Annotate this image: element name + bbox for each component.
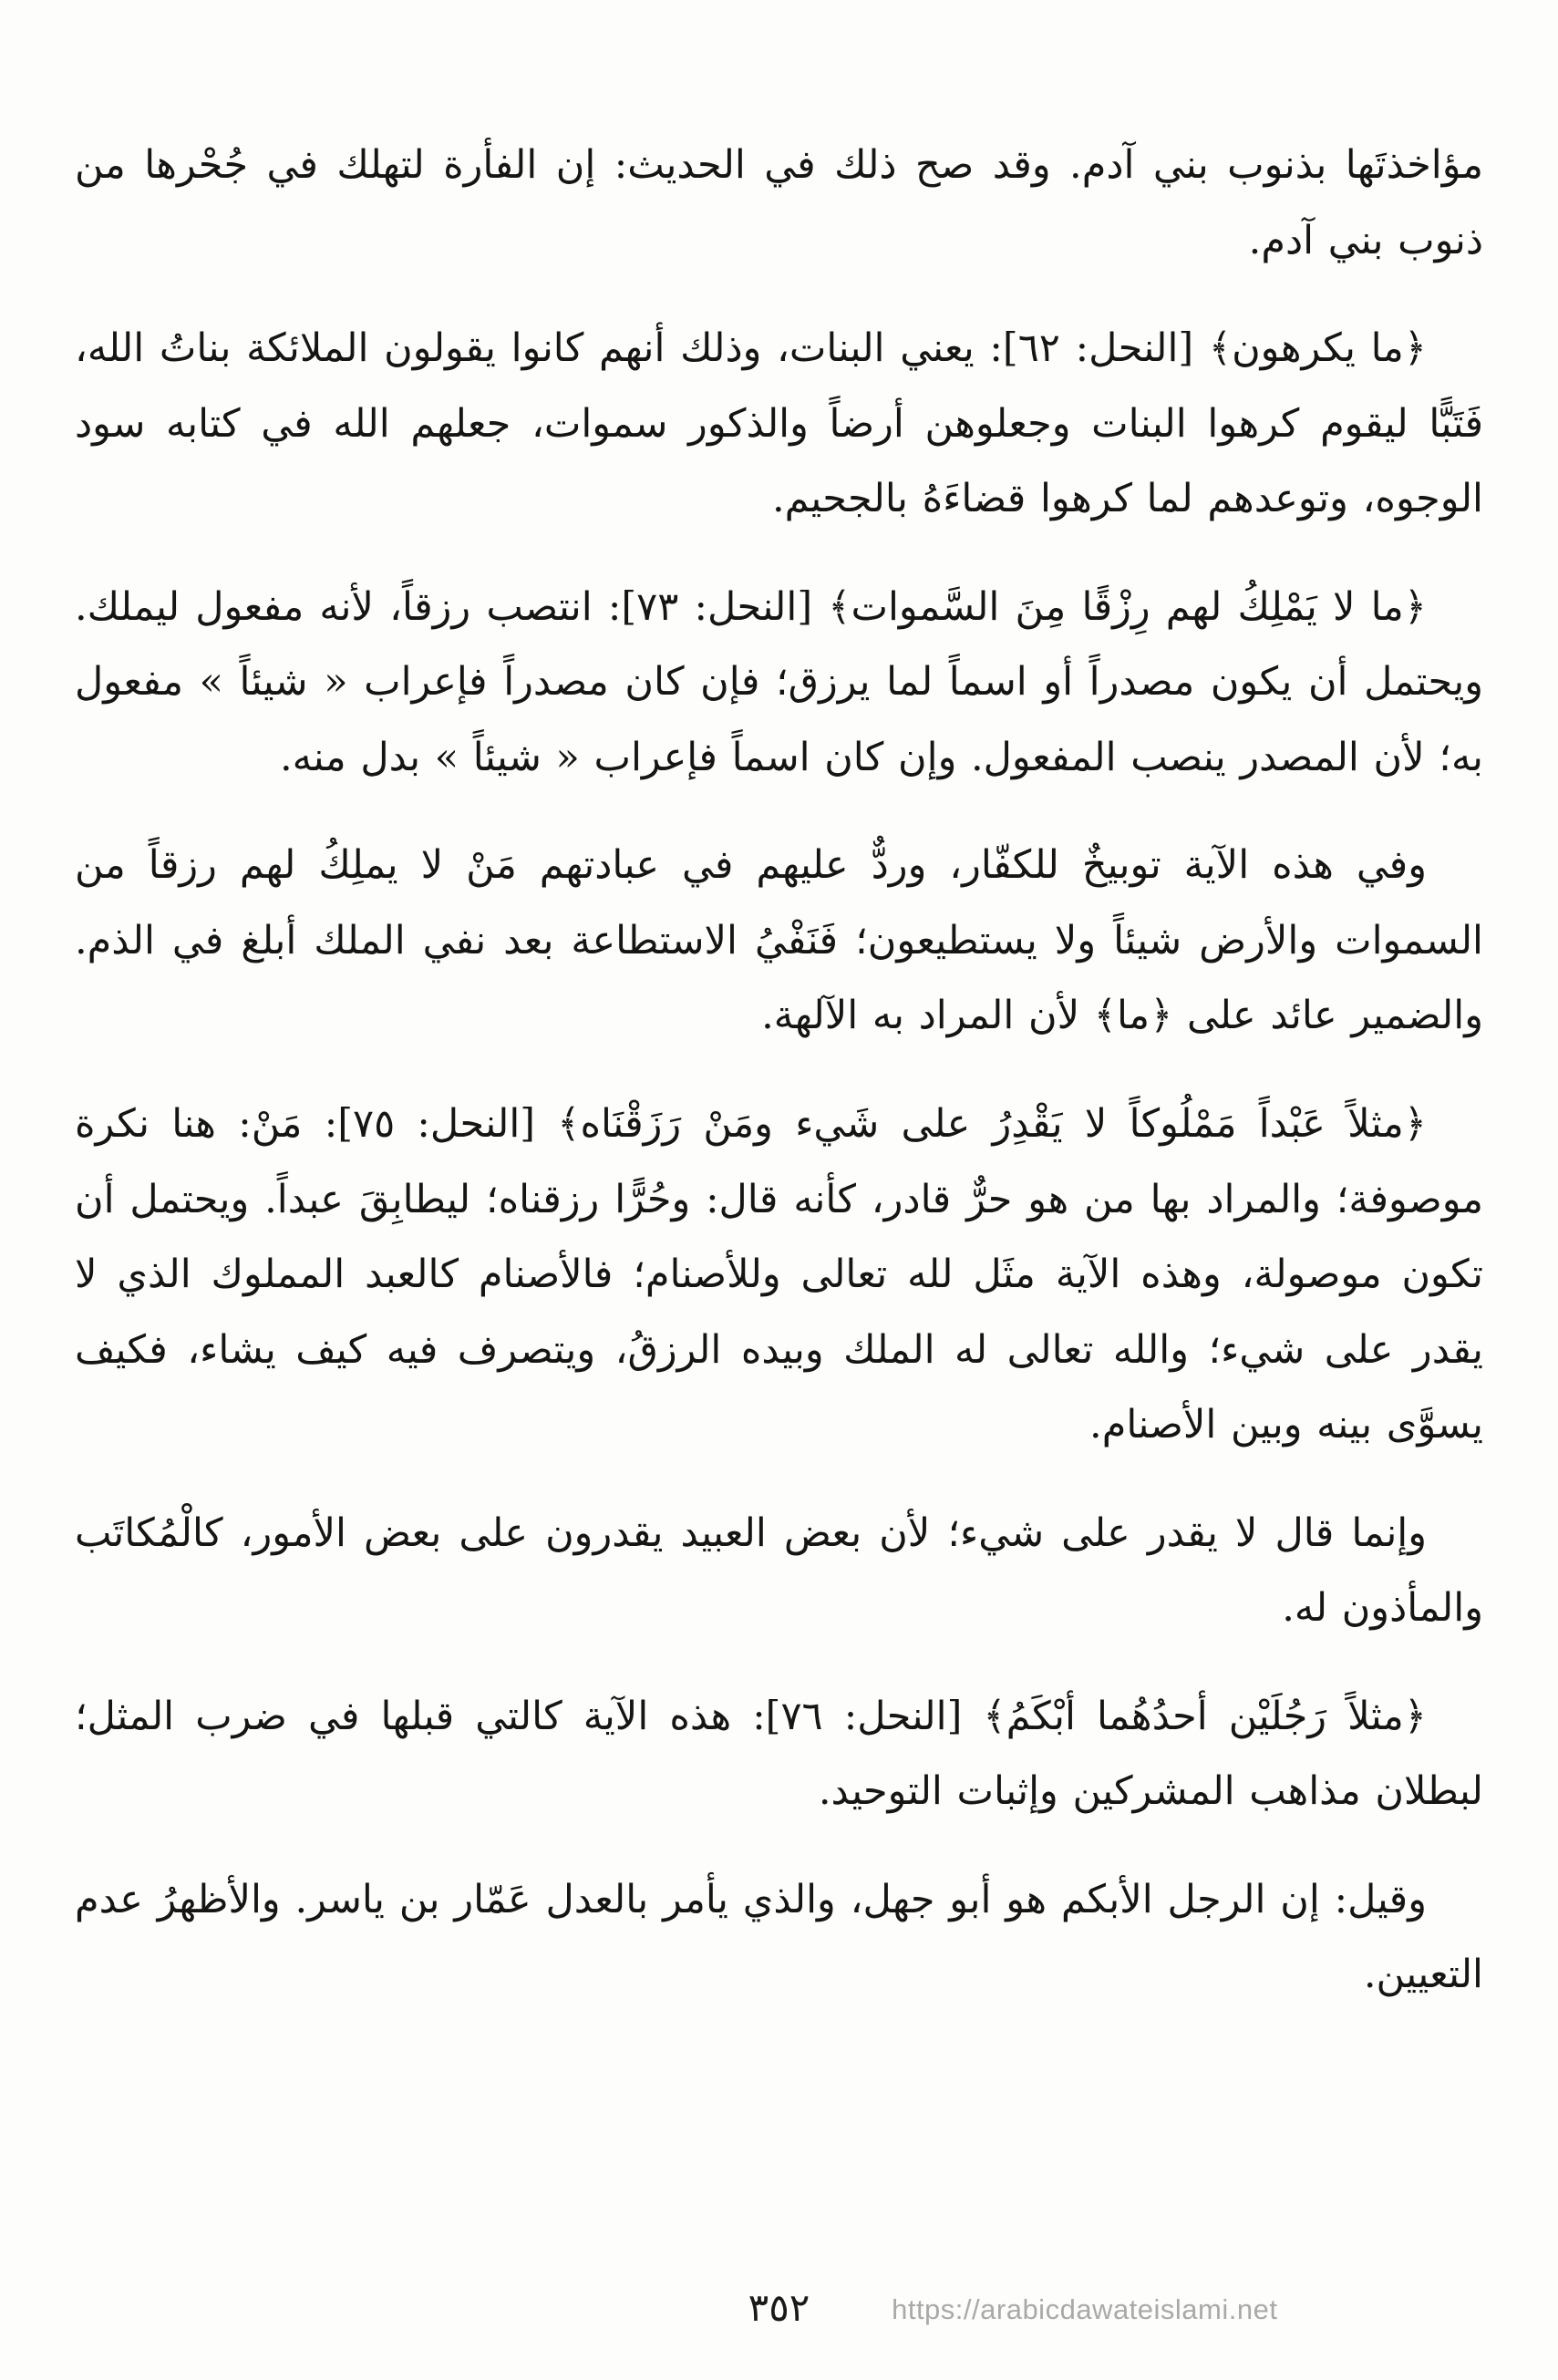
paragraph: ﴿ما يكرهون﴾ [النحل: ٦٢]: يعني البنات، وذلك أنهم كانوا يقولون الملائكة بناتُ الله، فَتَبًّا ليقوم كرهوا البنات وجعلوهن أرضاً والذكور سموات، جعلهم الله في كتابه سود الوجوه، وتوعدهم لما كرهوا قضاءَهُ بالجحيم.	[75, 325, 1483, 522]
paragraph: وفي هذه الآية توبيخٌ للكفّار، وردٌّ عليهم في عبادتهم مَنْ لا يملِكُ لهم رزقاً من السموات والأرض شيئاً ولا يستطيعون؛ فَنَفْيُ الاستطاعة بعد نفي الملك أبلغ في الذم. والضمير عائد على ﴿ما﴾ لأن المراد به الآلهة.	[75, 842, 1483, 1039]
paragraph: وقيل: إن الرجل الأبكم هو أبو جهل، والذي يأمر بالعدل عَمّار بن ياسر. والأظهرُ عدم التعيين.	[75, 1876, 1483, 1998]
paragraph: ﴿ما لا يَمْلِكُ لهم رِزْقًا مِنَ السَّموات﴾ [النحل: ٧٣]: انتصب رزقاً، لأنه مفعول ليملك. ويحتمل أن يكون مصدراً أو اسماً لما يرزق؛ فإن كان مصدراً فإعراب « شيئاً » مفعول به؛ لأن المصدر ينصب المفعول. وإن كان اسماً فإعراب « شيئاً » بدل منه.	[75, 583, 1483, 780]
paragraph: وإنما قال لا يقدر على شيء؛ لأن بعض العبيد يقدرون على بعض الأمور، كالْمُكاتَب والمأذون له.	[75, 1509, 1483, 1632]
watermark-url: https://arabicdawateislami.net	[892, 2293, 1278, 2325]
paragraph: مؤاخذتَها بذنوب بني آدم. وقد صح ذلك في الحديث: إن الفأرة لتهلك في جُحْرها من ذنوب بني آدم.	[75, 142, 1483, 263]
page-footer	[75, 2266, 1483, 2330]
page-number: ٣٥٢	[748, 2285, 810, 2330]
paragraph: ﴿مثلاً رَجُلَيْن أحدُهُما أبْكَمُ﴾ [النحل: ٧٦]: هذه الآية كالتي قبلها في ضرب المثل؛ لبطلان مذاهب المشركين وإثبات التوحيد.	[75, 1693, 1483, 1815]
page-body	[75, 128, 1483, 2257]
paragraph: ﴿مثلاً عَبْداً مَمْلُوكاً لا يَقْدِرُ على شَيء ومَنْ رَزَقْنَاه﴾ [النحل: ٧٥]: مَنْ: هنا نكرة موصوفة؛ والمراد بها من هو حرٌّ قادر، كأنه قال: وحُرًّا رزقناه؛ ليطابِقَ عبداً. ويحتمل أن تكون موصولة، وهذه الآية مثَل لله تعالى وللأصنام؛ فالأصنام كالعبد المملوك الذي لا يقدر على شيء؛ والله تعالى له الملك وبيده الرزقُ، ويتصرف فيه كيف يشاء، فكيف يسوَّى بينه وبين الأصنام.	[75, 1101, 1483, 1448]
